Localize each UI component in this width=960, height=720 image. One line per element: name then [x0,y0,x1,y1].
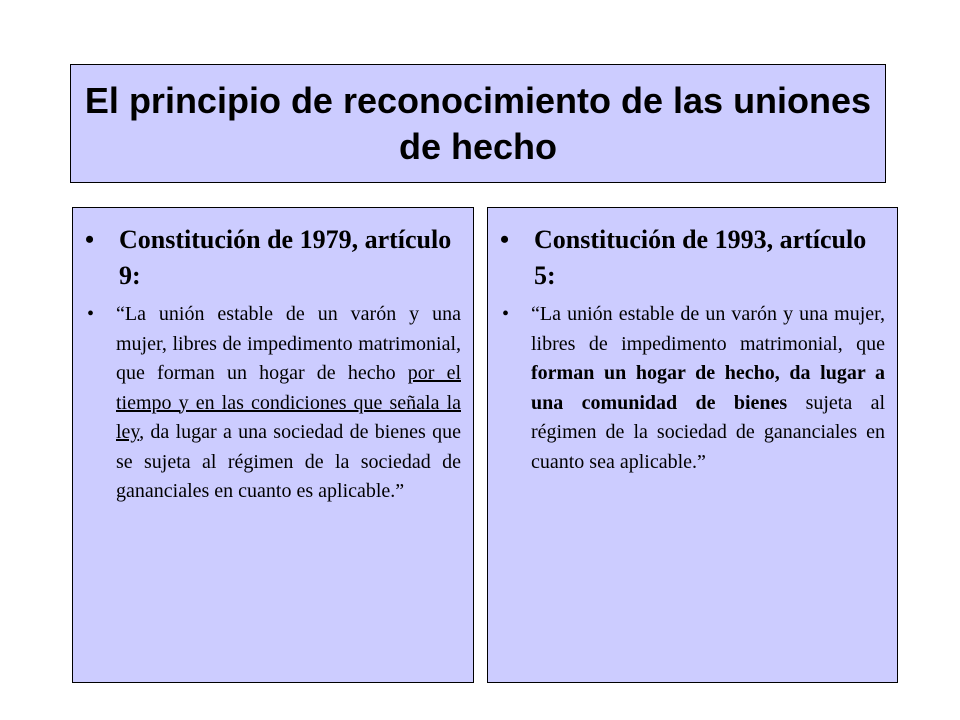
quote-bold-text: forman un hogar de hecho, da lugar a una comunidad de bienes [531,362,885,414]
bullet-icon: • [87,303,95,325]
slide-title: El principio de reconocimiento de las uniones de hecho [84,79,872,167]
constitution-1993-panel [487,207,898,683]
constitution-1979-quote [116,300,461,507]
constitution-1993-heading-item [488,222,897,294]
bullet-icon: • [502,303,510,325]
constitution-1979-quote-item [73,300,473,507]
constitution-1979-heading-item [73,222,473,294]
constitution-1993-quote-item [488,300,897,477]
quote-underlined-text: por el tiempo y en las condiciones que señala la ley [116,362,461,443]
quote-text-start: “La unión estable de un varón y una mujer, libres de impedimento matrimonial, que forman un hogar de hecho [116,303,461,384]
bullet-icon: • [85,225,95,254]
quote-text-start: “La unión estable de un varón y una mujer, libres de impedimento matrimonial, que [531,303,885,355]
constitution-1979-panel [72,207,474,683]
bullet-icon: • [500,225,510,254]
quote-text-end: , da lugar a una sociedad de bienes que se sujeta al régimen de la sociedad de gananciales en cuanto es aplicable.” [116,421,461,502]
constitution-1979-heading: Constitución de 1979, artículo 9: [119,225,452,290]
constitution-1993-quote [531,300,885,477]
quote-text-end: sujeta al régimen de la sociedad de gananciales en cuanto sea aplicable.” [531,391,885,473]
constitution-1993-heading: Constitución de 1993, artículo 5: [534,225,867,290]
title-box [70,64,886,183]
